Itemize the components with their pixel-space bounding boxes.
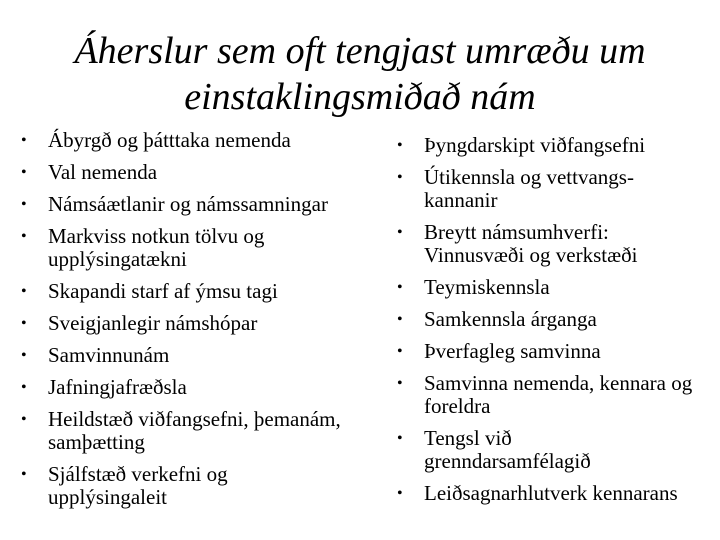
- bullet-icon: •: [397, 224, 403, 241]
- bullet-icon: •: [21, 164, 27, 181]
- bullet-icon: •: [397, 430, 403, 447]
- list-item-text: Breytt námsumhverfi: Vinnusvæði og verkstæði: [424, 220, 638, 267]
- list-item: [21, 128, 388, 152]
- list-item-text: Skapandi starf af ýmsu tagi: [48, 279, 278, 303]
- list-item-text: Val nemenda: [48, 160, 158, 184]
- bullet-icon: •: [21, 196, 27, 213]
- list-item-text: Heildstæð viðfangsefni, þemanám, samþætting: [48, 407, 341, 454]
- bullet-icon: •: [397, 137, 403, 154]
- list-item-text: Jafningjafræðsla: [48, 375, 187, 399]
- list-item: [397, 371, 704, 418]
- bullet-icon: •: [397, 279, 403, 296]
- list-item: [397, 220, 686, 267]
- list-item: [21, 192, 388, 216]
- list-item-text: Teymiskennsla: [424, 275, 550, 299]
- bullet-icon: •: [21, 411, 27, 428]
- list-item: [21, 343, 388, 367]
- list-item: [21, 311, 388, 335]
- list-item: [21, 224, 318, 271]
- list-item: [21, 279, 388, 303]
- left-bullet-list: [21, 128, 388, 518]
- bullet-icon: •: [21, 466, 27, 483]
- list-item-text: Markviss notkun tölvu og upplýsingatækni: [48, 224, 265, 271]
- list-item-text: Þyngdarskipt viðfangsefni: [424, 133, 646, 157]
- list-item: [397, 426, 664, 473]
- list-item-text: Leiðsagnarhlutverk kennarans: [424, 481, 678, 505]
- list-item: [397, 275, 720, 299]
- slide-title-line-1: Áherslur sem oft tengjast umræðu um: [74, 30, 646, 72]
- list-item-text: Þverfagleg samvinna: [424, 339, 601, 363]
- list-item-text: Samvinnunám: [48, 343, 170, 367]
- list-item-text: Sveigjanlegir námshópar: [48, 311, 258, 335]
- list-item: [397, 481, 720, 505]
- bullet-icon: •: [21, 283, 27, 300]
- list-item-text: Sjálfstæð verkefni og upplýsingaleit: [48, 462, 228, 509]
- right-bullet-list: [397, 133, 720, 514]
- list-item: [397, 339, 720, 363]
- list-item: [397, 133, 720, 157]
- list-item-text: Samvinna nemenda, kennara og foreldra: [424, 371, 693, 418]
- bullet-icon: •: [397, 485, 403, 502]
- list-item-text: Námsáætlanir og námssamningar: [48, 192, 328, 216]
- bullet-icon: •: [397, 169, 403, 186]
- bullet-icon: •: [397, 343, 403, 360]
- slide-title: [0, 28, 720, 120]
- bullet-icon: •: [21, 132, 27, 149]
- bullet-icon: •: [21, 228, 27, 245]
- list-item: [397, 165, 674, 212]
- slide-title-line-2: einstaklingsmiðað nám: [184, 76, 536, 118]
- bullet-icon: •: [21, 379, 27, 396]
- list-item-text: Samkennsla árganga: [424, 307, 597, 331]
- list-item-text: Útikennsla og vettvangs-kannanir: [424, 165, 634, 212]
- list-item: [397, 307, 720, 331]
- list-item: [21, 375, 388, 399]
- list-item: [21, 462, 278, 509]
- list-item-text: Tengsl við grenndarsamfélagið: [424, 426, 591, 473]
- bullet-icon: •: [397, 375, 403, 392]
- bullet-icon: •: [21, 315, 27, 332]
- list-item: [21, 160, 388, 184]
- bullet-icon: •: [397, 311, 403, 328]
- bullet-icon: •: [21, 347, 27, 364]
- list-item: [21, 407, 388, 454]
- list-item-text: Ábyrgð og þátttaka nemenda: [48, 128, 291, 152]
